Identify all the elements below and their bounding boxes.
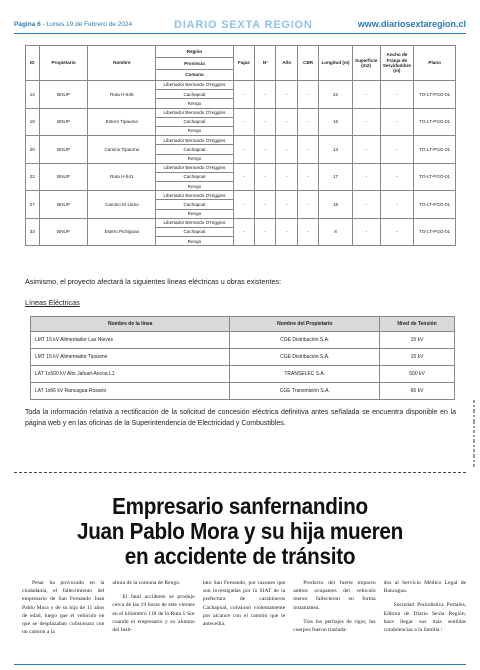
cell-id: 14 bbox=[26, 81, 40, 109]
cell-region: Libertador Bernardo O'Higgins bbox=[156, 81, 233, 90]
easement-table bbox=[25, 45, 456, 246]
footer-rule bbox=[14, 664, 466, 665]
cell-provincia: Cachapoal bbox=[156, 228, 233, 237]
cell-propietario: BNUP bbox=[39, 108, 88, 136]
cell-plano: TO-LT-PGO-01 bbox=[414, 218, 456, 246]
col-superficie: Superficie (m2) bbox=[352, 46, 380, 81]
cell-plano: TO-LT-PGO-01 bbox=[414, 191, 456, 219]
headline-line: en accidente de tránsito bbox=[124, 543, 356, 569]
easement-table-body bbox=[26, 81, 456, 246]
cell-fajas: - bbox=[233, 163, 255, 191]
cell-propietario: CGE Transmisión S.A. bbox=[230, 383, 380, 400]
col-comuna: Comuna bbox=[156, 70, 233, 81]
cell-comuna: Rengo bbox=[156, 99, 233, 108]
cell-plano: TO-LT-PGO-01 bbox=[414, 136, 456, 164]
cell-nombre: LMT 15 kV Alimentador Tipaume bbox=[31, 349, 230, 366]
col-n: N° bbox=[255, 46, 276, 81]
cell-nombre: Ruta H-545 bbox=[88, 81, 156, 109]
cell-cbr: - bbox=[297, 81, 318, 109]
cell-ancho: - bbox=[380, 191, 414, 219]
cell-n: - bbox=[255, 218, 276, 246]
cell-superficie: - bbox=[352, 81, 380, 109]
cell-cbr: - bbox=[297, 136, 318, 164]
cell-ancho: - bbox=[380, 163, 414, 191]
cell-propietario: BNUP bbox=[39, 163, 88, 191]
masthead: DIARIO SEXTA REGION bbox=[174, 19, 313, 31]
headline-line: Juan Pablo Mora y su hija mueren bbox=[76, 518, 404, 544]
cell-ano: - bbox=[276, 191, 297, 219]
cell-longitud: 13 bbox=[319, 136, 352, 164]
col-provincia: Provincia bbox=[156, 58, 233, 70]
cell-id: 18 bbox=[26, 108, 40, 136]
cell-ancho: - bbox=[380, 136, 414, 164]
cell-tension: 66 kV bbox=[380, 383, 455, 400]
cell-propietario: BNUP bbox=[39, 81, 88, 109]
table-row bbox=[26, 136, 456, 145]
page-number: Página 6 bbox=[14, 21, 41, 28]
cell-superficie: - bbox=[352, 191, 380, 219]
page-info: Página 6 - Lunes 19 de Febrero de 2024 bbox=[14, 21, 133, 28]
cell-cbr: - bbox=[297, 191, 318, 219]
cell-cbr: - bbox=[297, 218, 318, 246]
cell-superficie: - bbox=[352, 218, 380, 246]
col-ano: Año bbox=[276, 46, 297, 81]
cell-region: Libertador Bernardo O'Higgins bbox=[156, 218, 233, 227]
col-fajas: Fajas bbox=[233, 46, 255, 81]
cell-propietario: BNUP bbox=[39, 136, 88, 164]
cell-provincia: Cachapoal bbox=[156, 117, 233, 126]
table-row bbox=[26, 191, 456, 200]
cell-id: 22 bbox=[26, 163, 40, 191]
table-row bbox=[26, 218, 456, 227]
cell-tension: 15 kV bbox=[380, 349, 455, 366]
cell-n: - bbox=[255, 136, 276, 164]
cell-id: 27 bbox=[26, 191, 40, 219]
cell-fajas: - bbox=[233, 81, 255, 109]
header-rule bbox=[14, 33, 466, 34]
site-url: www.diariosextaregion.cl bbox=[357, 19, 466, 29]
cell-nombre: Camino Tipaume bbox=[88, 136, 156, 164]
article-paragraph: Tras los peritajes de rigor, los cuerpos fueron traslada- bbox=[293, 618, 376, 634]
article-column bbox=[293, 579, 375, 636]
closing-paragraph: Toda la información relativa a rectificación de la solicitud de concesión eléctrica definitiva antes señalada se encuentra disponible en la página web y en las oficinas de la Superintendencia de Electricidad y Combustibles. bbox=[25, 409, 456, 427]
cell-id: 20 bbox=[26, 136, 40, 164]
article-column bbox=[22, 579, 104, 636]
cell-provincia: Cachapoal bbox=[156, 90, 233, 99]
cell-ano: - bbox=[276, 136, 297, 164]
intro-paragraph: Asimismo, el proyecto afectará la siguientes líneas eléctricas u obras existentes: bbox=[25, 277, 282, 286]
cell-longitud: 16 bbox=[319, 108, 352, 136]
col-nombre: Nombre bbox=[88, 46, 156, 81]
article-column bbox=[203, 579, 285, 636]
cell-n: - bbox=[255, 191, 276, 219]
cell-ancho: - bbox=[380, 81, 414, 109]
cell-comuna: Rengo bbox=[156, 182, 233, 191]
cell-ancho: - bbox=[380, 218, 414, 246]
cell-plano: TO-LT-PGO-01 bbox=[414, 108, 456, 136]
cell-propietario: TRANSELEC S.A. bbox=[230, 366, 380, 383]
side-code-mark bbox=[471, 400, 477, 470]
table-row bbox=[26, 108, 456, 117]
col-line-owner: Nombre del Propietario bbox=[230, 317, 380, 332]
cell-nombre: LMT 15 kV Alimentador Las Nieves bbox=[31, 332, 230, 349]
cell-longitud: 8 bbox=[319, 218, 352, 246]
cell-ancho: - bbox=[380, 108, 414, 136]
cell-ano: - bbox=[276, 163, 297, 191]
col-propietario: Propietario bbox=[39, 46, 88, 81]
page-date: Lunes 19 de Febrero de 2024 bbox=[46, 21, 133, 28]
table-row bbox=[31, 383, 455, 400]
cell-longitud: 18 bbox=[319, 191, 352, 219]
table-row bbox=[26, 163, 456, 172]
cell-plano: TO-LT-PGO-01 bbox=[414, 81, 456, 109]
cell-longitud: 22 bbox=[319, 81, 352, 109]
cell-superficie: - bbox=[352, 163, 380, 191]
lineas-heading: Líneas Eléctricas bbox=[25, 298, 80, 307]
cell-n: - bbox=[255, 108, 276, 136]
cell-n: - bbox=[255, 163, 276, 191]
article-paragraph: Producto del fuerte impacto ambos ocupantes del vehículo menor fallecieron en forma instantánea. bbox=[293, 580, 376, 611]
col-id: ID bbox=[26, 46, 40, 81]
cell-n: - bbox=[255, 81, 276, 109]
cell-comuna: Rengo bbox=[156, 126, 233, 135]
headline-line: Empresario sanfernandino bbox=[112, 493, 368, 519]
article-paragraph: Sociedad Periodística Portales, Editora de Diario Sexta Región, hace llegar sus más sentidas condolencias a la familia / bbox=[383, 602, 467, 634]
article-body bbox=[22, 579, 466, 636]
cell-superficie: - bbox=[352, 136, 380, 164]
table-row bbox=[31, 332, 455, 349]
article-paragraph: tuto San Fernando, por razones que son investigadas por la SIAT de la prefectura de carabineros Cachapoal, colisionó violentamente por alcance con el camión que le antecedía. bbox=[202, 580, 286, 628]
article-column bbox=[112, 579, 194, 636]
cell-region: Libertador Bernardo O'Higgins bbox=[156, 108, 233, 117]
cell-nombre: Estero Tipaume bbox=[88, 108, 156, 136]
cell-propietario: BNUP bbox=[39, 191, 88, 219]
cell-nombre: LAT 1x500 kV Alto Jahuel-Ancoa L1 bbox=[31, 366, 230, 383]
cell-comuna: Rengo bbox=[156, 209, 233, 218]
cell-provincia: Cachapoal bbox=[156, 200, 233, 209]
cell-nombre: Ruta H-541 bbox=[88, 163, 156, 191]
cell-longitud: 17 bbox=[319, 163, 352, 191]
col-cbr: CBR bbox=[297, 46, 318, 81]
cell-fajas: - bbox=[233, 191, 255, 219]
cell-ano: - bbox=[276, 108, 297, 136]
cell-fajas: - bbox=[233, 108, 255, 136]
cell-region: Libertador Bernardo O'Higgins bbox=[156, 136, 233, 145]
power-lines-body bbox=[31, 332, 455, 400]
cell-propietario: CGE Distribución S.A. bbox=[230, 332, 380, 349]
cell-nombre: Estero Pichiguao bbox=[88, 218, 156, 246]
article-column bbox=[384, 579, 466, 636]
section-divider bbox=[14, 472, 466, 473]
cell-comuna: Rengo bbox=[156, 237, 233, 246]
table-row bbox=[26, 81, 456, 90]
article-paragraph: Pesar ha provocado en la ciudadanía, el fallecimiento del empresario de San Fernando Juan Pablo Mora y de su hija de 11 años de edad, luego que el vehículo en que se desplazaban colisionara con un camión a la bbox=[22, 580, 105, 636]
cell-propietario: CGE Distribución S.A. bbox=[230, 349, 380, 366]
article-paragraph: altura de la comuna de Rengo. bbox=[112, 580, 181, 586]
cell-tension: 15 kV bbox=[380, 332, 455, 349]
cell-tension: 500 kV bbox=[380, 366, 455, 383]
col-ancho: Ancho de Franja de Servidumbre (m) bbox=[380, 46, 414, 81]
table-row bbox=[31, 366, 455, 383]
col-line-voltage: Nivel de Tensión bbox=[380, 317, 455, 332]
cell-ano: - bbox=[276, 218, 297, 246]
cell-region: Libertador Bernardo O'Higgins bbox=[156, 163, 233, 172]
cell-fajas: - bbox=[233, 136, 255, 164]
article-paragraph: El fatal accidente se produjo cerca de las 19 horas de este viernes en el kilómetro 118 de la Ruta 5 Sur cuando el empresario y ex alumno del Insti- bbox=[112, 594, 195, 634]
cell-region: Libertador Bernardo O'Higgins bbox=[156, 191, 233, 200]
col-longitud: Longitud (m) bbox=[319, 46, 352, 81]
power-lines-table bbox=[30, 316, 455, 400]
cell-fajas: - bbox=[233, 218, 255, 246]
cell-ano: - bbox=[276, 81, 297, 109]
article-headline bbox=[42, 494, 438, 569]
cell-provincia: Cachapoal bbox=[156, 145, 233, 154]
col-region: Región bbox=[156, 46, 233, 58]
cell-id: 33 bbox=[26, 218, 40, 246]
col-line-name: Nombre de la línea bbox=[31, 317, 230, 332]
cell-propietario: BNUP bbox=[39, 218, 88, 246]
cell-cbr: - bbox=[297, 108, 318, 136]
cell-superficie: - bbox=[352, 108, 380, 136]
col-plano: Plano bbox=[414, 46, 456, 81]
article-paragraph: dos al Servicio Médico Legal de Rancagua. bbox=[383, 580, 467, 595]
cell-provincia: Cachapoal bbox=[156, 172, 233, 181]
cell-nombre: Camino El Llano bbox=[88, 191, 156, 219]
table-row bbox=[31, 349, 455, 366]
page-header bbox=[0, 0, 480, 36]
cell-comuna: Rengo bbox=[156, 154, 233, 163]
cell-cbr: - bbox=[297, 163, 318, 191]
cell-plano: TO-LT-PGO-01 bbox=[414, 163, 456, 191]
cell-nombre: LAT 1x66 kV Rancagua-Rosario bbox=[31, 383, 230, 400]
